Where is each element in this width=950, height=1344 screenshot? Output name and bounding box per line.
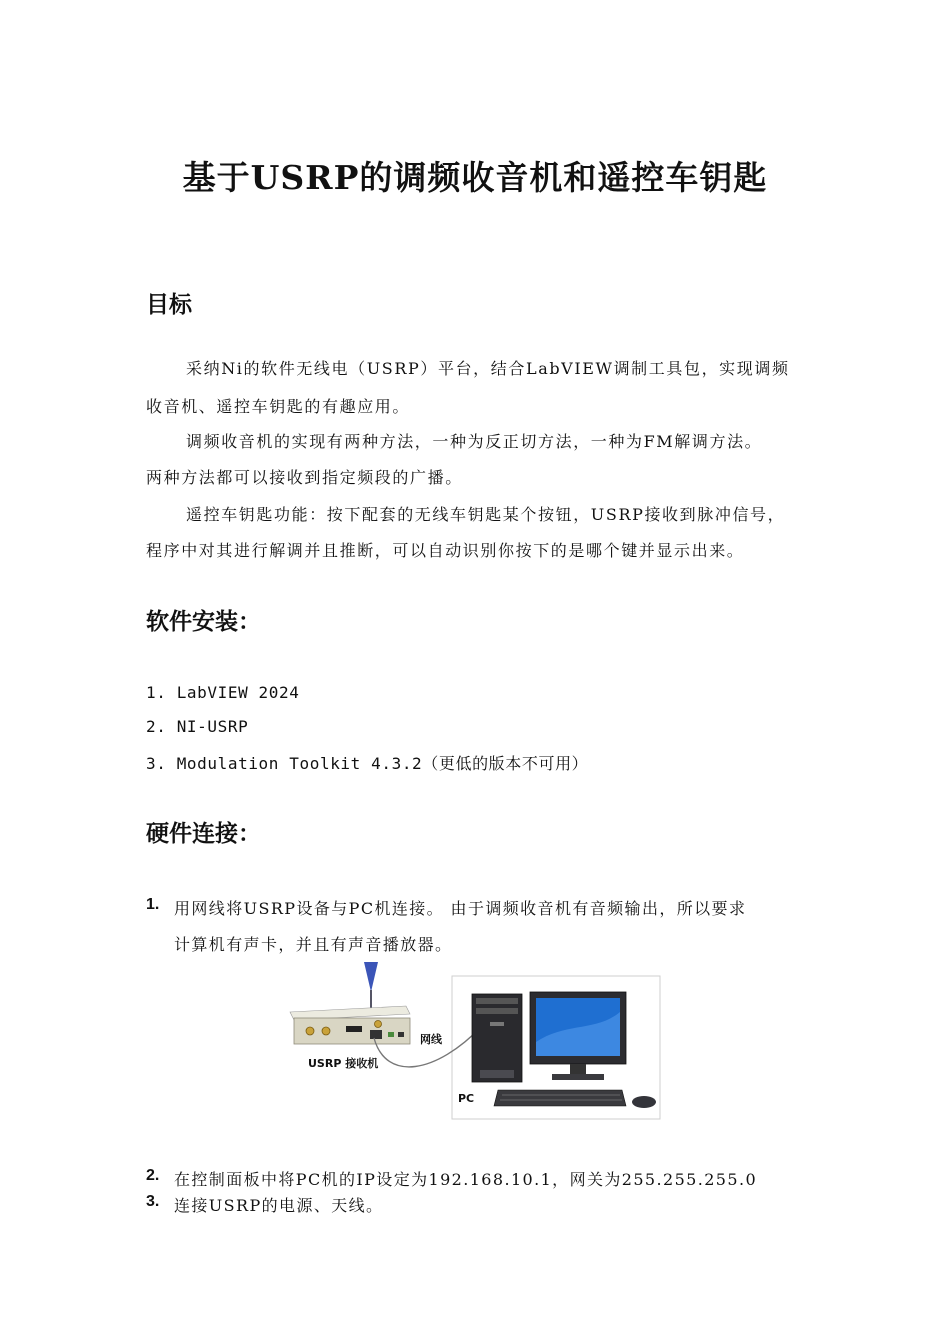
goal-para1-line1: 采纳Ni的软件无线电（USRP）平台，结合LabVIEW调制工具包，实现调频 [186,359,790,378]
software-heading: 软件安装： [146,609,261,635]
step-1-line2: 计算机有声卡，并且有声音播放器。 [174,935,453,954]
goal-para2-line1: 调频收音机的实现有两种方法，一种为反正切方法，一种为FM解调方法。 [186,432,763,451]
keyboard-icon [494,1090,626,1106]
step-2-text: 在控制面板中将PC机的IP设定为192.168.10.1，网关为255.255.255.0 [174,1170,758,1189]
software-item-1: 1. LabVIEW 2024 [146,683,300,702]
pc-label: PC [458,1092,475,1105]
cable-label: 网线 [420,1033,442,1046]
hardware-heading: 硬件连接： [146,821,261,847]
goal-para3-line1: 遥控车钥匙功能：按下配套的无线车钥匙某个按钮，USRP接收到脉冲信号， [186,505,786,524]
step-1-number: 1. [146,896,160,913]
pc-tower-icon [472,994,522,1082]
connection-diagram [286,962,662,1120]
page-title: 基于USRP的调频收音机和遥控车钥匙 [182,158,768,197]
step-2-number: 2. [146,1167,160,1184]
step-1-line1: 用网线将USRP设备与PC机连接。 由于调频收音机有音频输出，所以要求 [174,899,747,918]
step-3-number: 3. [146,1193,160,1210]
receiver-label: USRP 接收机 [308,1057,379,1070]
software-item-2: 2. NI-USRP [146,717,249,736]
goal-heading: 目标 [146,292,192,318]
usrp-device-icon [290,1006,410,1044]
antenna-icon [364,962,378,1008]
software-item-3: 3. Modulation Toolkit 4.3.2（更低的版本不可用） [146,754,589,773]
step-3-text: 连接USRP的电源、天线。 [174,1196,384,1215]
goal-para1-line2: 收音机、遥控车钥匙的有趣应用。 [146,397,411,416]
goal-para3-line2: 程序中对其进行解调并且推断，可以自动识别你按下的是哪个键并显示出来。 [146,541,745,560]
mouse-icon [632,1096,656,1108]
goal-para2-line2: 两种方法都可以接收到指定频段的广播。 [146,468,463,487]
